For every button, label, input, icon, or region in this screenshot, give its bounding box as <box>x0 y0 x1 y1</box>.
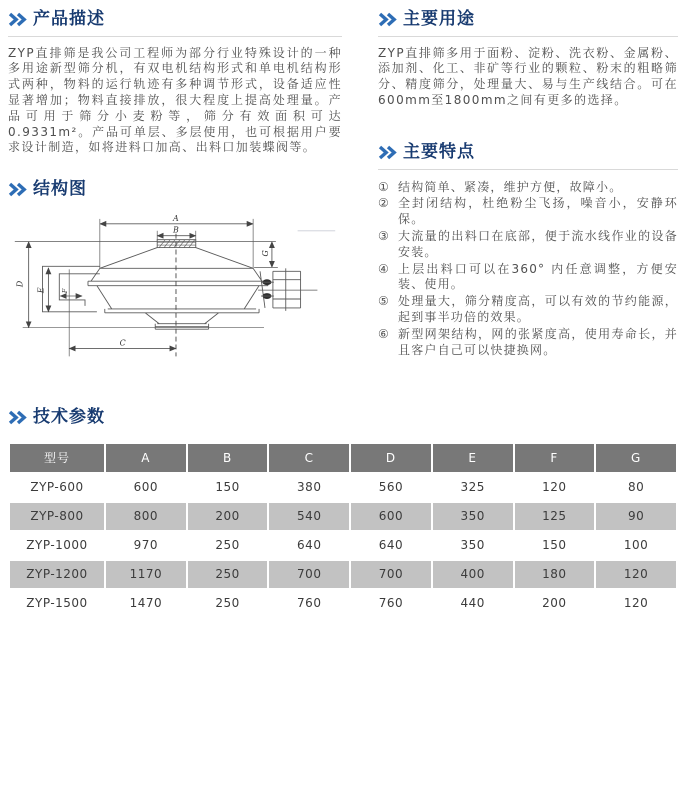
param-header-cell: E <box>433 444 513 472</box>
param-cell: 180 <box>515 561 595 588</box>
table-row <box>10 474 676 501</box>
section-title: 结构图 <box>33 179 87 200</box>
param-cell: 200 <box>188 503 268 530</box>
param-cell: 560 <box>351 474 431 501</box>
feature-item <box>378 196 678 228</box>
param-cell: 200 <box>515 590 595 617</box>
dim-label-g: G <box>260 250 270 257</box>
param-cell: 1170 <box>106 561 186 588</box>
table-row <box>10 561 676 588</box>
param-cell: 150 <box>188 474 268 501</box>
param-cell: 640 <box>269 532 349 559</box>
machine-drawing <box>8 210 342 388</box>
table-header-row <box>10 444 676 472</box>
param-cell: 760 <box>269 590 349 617</box>
section-header <box>378 8 678 37</box>
dim-label-a: A <box>173 213 179 223</box>
dim-label-f: F <box>61 288 70 294</box>
param-cell: 440 <box>433 590 513 617</box>
double-chevron-icon <box>378 145 397 160</box>
param-header-cell: 型号 <box>10 444 104 472</box>
parameters-table-body <box>10 474 676 617</box>
feature-text: 新型网架结构，网的张紧度高，使用寿命长，并且客户自己可以快捷换网。 <box>398 326 678 357</box>
dim-label-c: C <box>119 338 126 348</box>
feature-item <box>378 327 678 359</box>
param-cell: 970 <box>106 532 186 559</box>
param-cell: 540 <box>269 503 349 530</box>
model-cell: ZYP-1000 <box>10 532 104 559</box>
param-cell: 100 <box>596 532 676 559</box>
feature-item <box>378 294 678 326</box>
param-cell: 350 <box>433 503 513 530</box>
feature-item <box>378 180 678 196</box>
param-cell: 350 <box>433 532 513 559</box>
right-column <box>378 8 678 359</box>
section-title: 主要特点 <box>403 141 475 162</box>
feature-item <box>378 229 678 261</box>
param-cell: 700 <box>269 561 349 588</box>
model-cell: ZYP-800 <box>10 503 104 530</box>
param-cell: 400 <box>433 561 513 588</box>
feature-number: ④ <box>378 261 389 276</box>
model-cell: ZYP-1500 <box>10 590 104 617</box>
feature-number: ③ <box>378 228 389 243</box>
param-cell: 250 <box>188 590 268 617</box>
param-header-cell: B <box>188 444 268 472</box>
double-chevron-icon <box>8 12 27 27</box>
param-cell: 80 <box>596 474 676 501</box>
section-header <box>378 141 678 170</box>
model-cell: ZYP-1200 <box>10 561 104 588</box>
parameters-table <box>8 442 678 619</box>
section-header <box>8 8 342 37</box>
dim-label-d: D <box>15 280 25 288</box>
double-chevron-icon <box>8 182 27 197</box>
section-title: 技术参数 <box>33 406 105 427</box>
model-cell: ZYP-600 <box>10 474 104 501</box>
structure-diagram <box>8 210 342 392</box>
table-row <box>10 532 676 559</box>
feature-text: 上层出料口可以在360° 内任意调整，方便安装、使用。 <box>398 261 678 292</box>
param-cell: 760 <box>351 590 431 617</box>
param-cell: 250 <box>188 561 268 588</box>
param-cell: 600 <box>106 474 186 501</box>
param-header-cell: C <box>269 444 349 472</box>
table-row <box>10 503 676 530</box>
param-header-cell: D <box>351 444 431 472</box>
product-description-text: ZYP直排筛是我公司工程师为部分行业特殊设计的一种多用途新型筛分机，有双电机结构形式和单电机结构形式两种，物料的运行轨迹有多种调节形式，设备适应性显著增加；物料直接排放，很大程度上提高处理量。产品可用于筛分小麦粉等，筛分有效面积可达0.9331m²。产品可单层、多层使用，也可根据用户要求设计制造，如将进料口加高、出料口加装蝶阀等。 <box>8 45 342 155</box>
two-column-layout <box>8 8 678 392</box>
section-parameters <box>8 406 678 619</box>
section-title: 主要用途 <box>403 9 475 29</box>
param-cell: 90 <box>596 503 676 530</box>
section-main-features <box>378 141 678 358</box>
param-cell: 125 <box>515 503 595 530</box>
table-row <box>10 590 676 617</box>
section-header <box>8 178 342 206</box>
feature-number: ⑤ <box>378 294 389 309</box>
feature-number: ② <box>378 196 389 211</box>
param-cell: 120 <box>515 474 595 501</box>
param-cell: 700 <box>351 561 431 588</box>
param-cell: 325 <box>433 474 513 501</box>
param-cell: 800 <box>106 503 186 530</box>
param-cell: 120 <box>596 590 676 617</box>
param-cell: 150 <box>515 532 595 559</box>
section-product-description <box>8 8 342 156</box>
section-structure-diagram <box>8 178 342 392</box>
features-list <box>378 180 678 359</box>
main-uses-text: ZYP直排筛多用于面粉、淀粉、洗衣粉、金属粉、添加剂、化工、非矿等行业的颗粒、粉末的粗略筛分、精度筛分，处理量大、易与生产线结合。可在600mm至1800mm之间有更多的选择。 <box>378 45 678 108</box>
param-cell: 250 <box>188 532 268 559</box>
feature-text: 结构简单、紧凑，维护方便，故障小。 <box>398 179 623 194</box>
param-cell: 380 <box>269 474 349 501</box>
dim-label-b: B <box>173 225 179 235</box>
double-chevron-icon <box>378 12 397 27</box>
feature-number: ⑥ <box>378 326 389 341</box>
feature-item <box>378 262 678 294</box>
feature-text: 处理量大，筛分精度高，可以有效的节约能源，起到事半功倍的效果。 <box>398 294 678 324</box>
section-main-uses <box>378 8 678 109</box>
section-title: 产品描述 <box>33 9 105 29</box>
param-header-cell: F <box>515 444 595 472</box>
left-column <box>8 8 342 392</box>
param-cell: 600 <box>351 503 431 530</box>
param-header-cell: A <box>106 444 186 472</box>
param-header-cell: G <box>596 444 676 472</box>
feature-number: ① <box>378 179 389 194</box>
feature-text: 全封闭结构，杜绝粉尘飞扬，噪音小，安静环保。 <box>398 196 678 227</box>
param-cell: 120 <box>596 561 676 588</box>
dim-label-e: E <box>36 287 46 294</box>
param-cell: 1470 <box>106 590 186 617</box>
section-header <box>8 406 678 434</box>
param-cell: 640 <box>351 532 431 559</box>
double-chevron-icon <box>8 410 27 425</box>
feature-text: 大流量的出料口在底部，便于流水线作业的设备安装。 <box>398 228 678 259</box>
